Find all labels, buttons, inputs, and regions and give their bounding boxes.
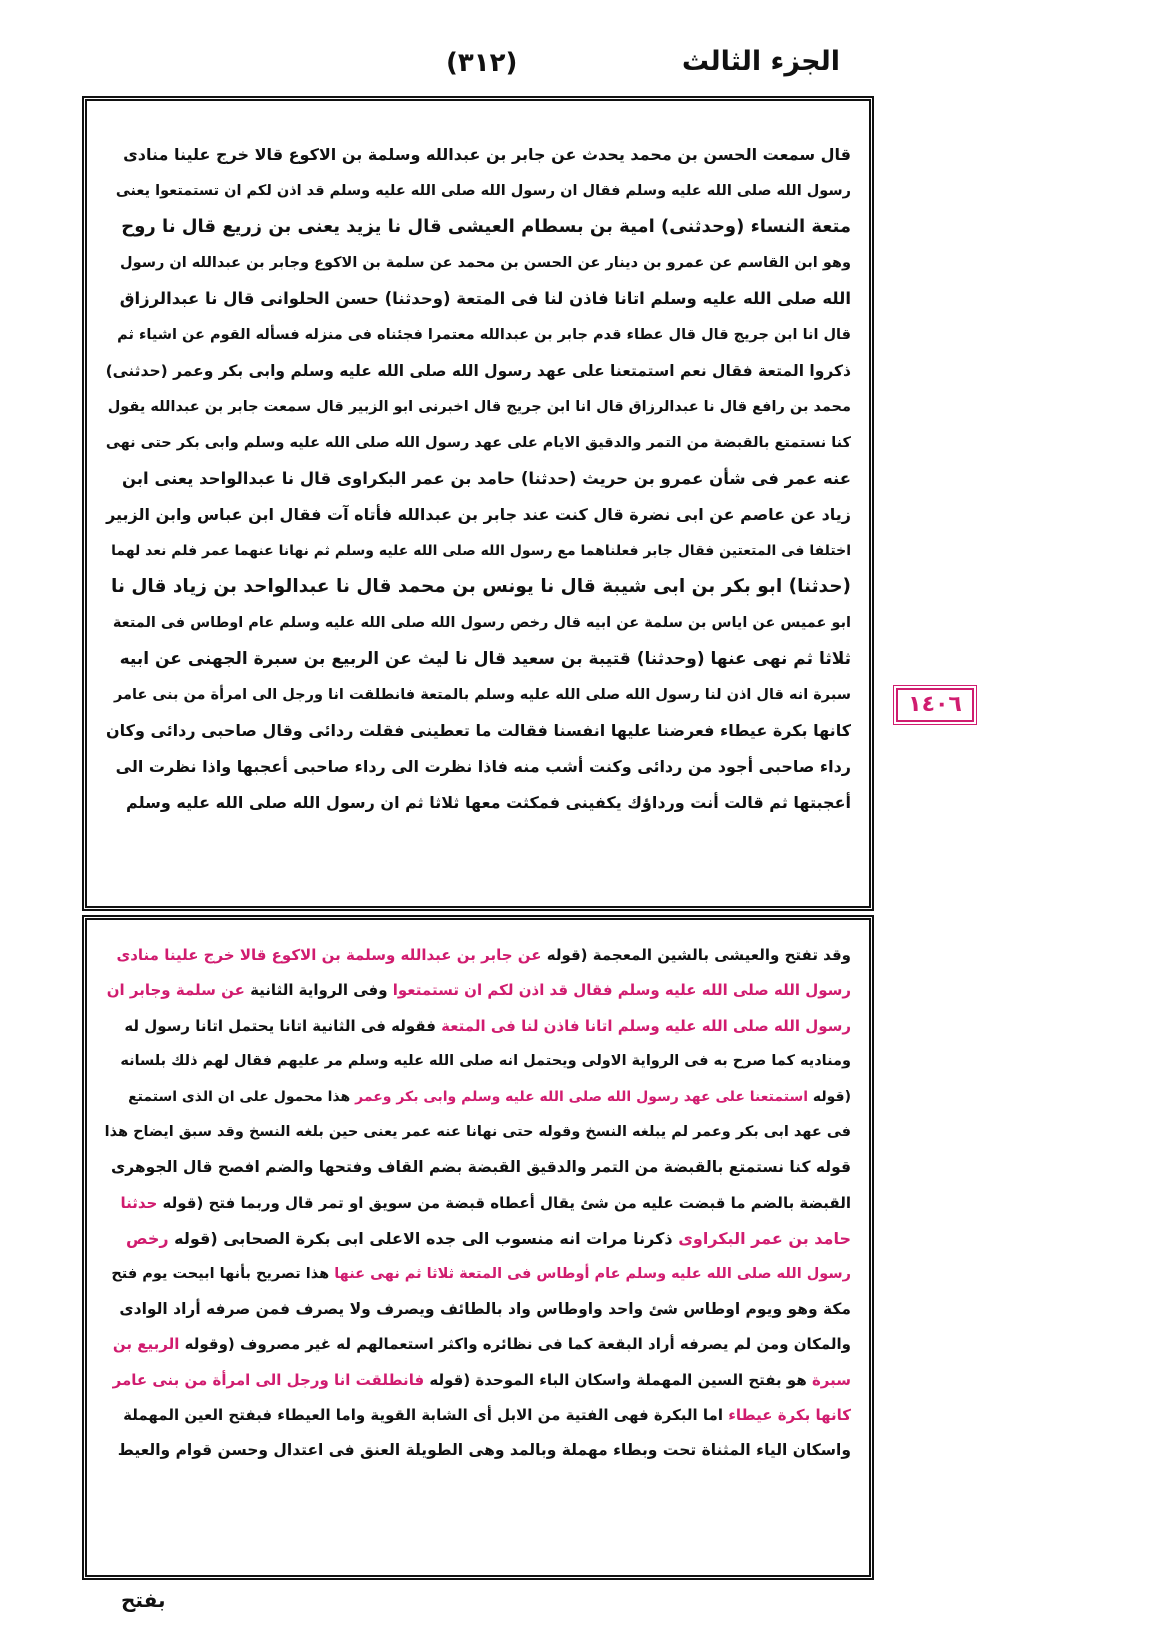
main-text-line: متعة النساء (وحدثنى) امية بن بسطام العيشى قال نا يزيد يعنى بن زريع قال نا روح [121, 216, 851, 237]
commentary-line [105, 1150, 851, 1185]
main-text-line: كانها بكرة عيطاء فعرضنا عليها انفسنا فقالت ما تعطينى فقلت ردائى وقال صاحبى ردائى وكان [105, 721, 851, 740]
quoted-hadith-text: حدثنا [120, 1193, 158, 1212]
commentary-text: اما البكرة فهى الفتية من الابل أى الشابة القوية واما العيطاء فبفتح العين المهملة [123, 1406, 729, 1425]
quoted-hadith-text: حامد بن عمر البكراوى [678, 1229, 851, 1249]
commentary-text: وفى الرواية الثانية [244, 981, 393, 1000]
commentary-text: واسكان الياء المثناة تحت وبطاء مهملة وبالمد وهى الطويلة العنق فى اعتدال وحسن قوام والعيط [117, 1441, 851, 1460]
main-text-line: ابو عميس عن اياس بن سلمة عن ابيه قال رخص رسول الله صلى الله عليه وسلم عام اوطاس فى المتعة [112, 615, 851, 631]
main-text-block [105, 137, 851, 821]
commentary-text: (قوله [808, 1088, 851, 1105]
catchword: بفتح [121, 1588, 166, 1612]
main-text-line: سبرة انه قال اذن لنا رسول الله صلى الله عليه وسلم بالمتعة فانطلقت انا ورجل الى امرأة من بنى عامر [114, 687, 851, 703]
commentary-line [105, 973, 851, 1008]
main-text-line: محمد بن رافع قال نا عبدالرزاق قال انا ابن جريج قال اخبرنى ابو الزبير قال سمعت جابر بن عبدالله يقول [107, 399, 851, 415]
commentary-line [105, 1257, 851, 1292]
quoted-hadith-text: فانطلقت انا ورجل الى امرأة من بنى عامر [112, 1370, 425, 1389]
quoted-hadith-text: الربيع بن [112, 1335, 180, 1354]
main-text-line: رسول الله صلى الله عليه وسلم فقال ان رسول الله صلى الله عليه وسلم قد اذن لكم ان تستمتعوا يعنى [115, 183, 851, 199]
commentary-text: والمكان ومن لم يصرفه أراد البقعة كما فى نظائره واكثر استعمالهم له غير مصروف (وقوله [179, 1335, 851, 1354]
main-text-line: أعجبتها ثم قالت أنت ورداؤك يكفينى فمكثت معها ثلاثا ثم ان رسول الله صلى الله عليه وسلم [126, 793, 851, 812]
commentary-line [105, 1115, 851, 1150]
main-text-line: الله صلى الله عليه وسلم اتانا فاذن لنا فى المتعة (وحدثنا) حسن الحلوانى قال نا عبدالرزاق [119, 289, 851, 308]
commentary-text: القبضة بالضم ما قبضت عليه من شئ يقال أعطاه قبضة من سويق او تمر قال وربما فتح (قوله [157, 1193, 851, 1212]
main-text-line: ذكروا المتعة فقال نعم استمتعنا على عهد رسول الله صلى الله عليه وسلم وابى بكر وعمر (حدثنى) [105, 362, 851, 380]
main-text-line: وهو ابن القاسم عن عمرو بن دينار عن الحسن بن محمد عن سلمة بن الاكوع وجابر بن عبدالله ان رسول [120, 255, 851, 271]
commentary-line [105, 1186, 851, 1221]
page-number: (٣١٢) [446, 48, 518, 78]
commentary-text: ذكرنا مرات انه منسوب الى جده الاعلى ابى بكرة الصحابى (قوله [168, 1229, 679, 1249]
quoted-hadith-text: رسول الله صلى الله عليه وسلم عام أوطاس فى المتعة ثلاثا ثم نهى عنها [334, 1265, 851, 1282]
main-text-line: ثلاثا ثم نهى عنها (وحدثنا) قتيبة بن سعيد قال نا ليث عن الربيع بن سبرة الجهنى عن ابيه [119, 649, 851, 669]
quoted-hadith-text: عن جابر بن عبدالله وسلمة بن الاكوع قالا خرج علينا منادى [116, 946, 542, 964]
quoted-hadith-text: رسول الله صلى الله عليه وسلم فقال قد اذن لكم ان تستمتعوا [392, 981, 851, 1000]
volume-title: الجزء الثالث [681, 46, 840, 77]
main-text-line: كنا نستمتع بالقبضة من التمر والدقيق الايام على عهد رسول الله صلى الله عليه وسلم وابى بكر حتى نهى [105, 435, 851, 451]
main-text-line: عنه عمر فى شأن عمرو بن حريث (حدثنا) حامد بن عمر البكراوى قال نا عبدالواحد يعنى ابن [122, 469, 851, 488]
commentary-text: قوله كنا نستمتع بالقبضة من التمر والدقيق القبضة بضم القاف وفتحها والضم افصح قال الجوهرى [111, 1158, 851, 1177]
commentary-text: هذا محمول على ان الذى استمتع [128, 1088, 356, 1105]
quoted-hadith-text: سبرة [811, 1370, 851, 1389]
commentary-line [105, 1009, 851, 1044]
main-text-line: قال انا ابن جريج قال قال عطاء قدم جابر بن عبدالله معتمرا فجئناه فى منزله فسأله القوم عن اشياء ثم [117, 327, 851, 343]
commentary-text: هذا تصريح بأنها ابيحت يوم فتح [111, 1265, 335, 1282]
commentary-text: وقد تفتح والعيشى بالشين المعجمة (قوله [541, 946, 851, 964]
commentary-line [105, 1080, 851, 1115]
main-text-line: زياد عن عاصم عن ابى نضرة قال كنت عند جابر بن عبدالله فأتاه آت فقال ابن عباس وابن الزبير [106, 505, 851, 524]
main-text-line: (حدثنا) ابو بكر بن ابى شيبة قال نا يونس بن محمد قال نا عبدالواحد بن زياد قال نا [111, 576, 851, 597]
quoted-hadith-text: رسول الله صلى الله عليه وسلم اتانا فاذن لنا فى المتعة [441, 1016, 851, 1035]
main-text-line: اختلفا فى المتعتين فقال جابر فعلناهما مع رسول الله صلى الله عليه وسلم ثم نهانا عنهما عمر فلم نعد لهما [111, 543, 851, 559]
commentary-line [105, 1398, 851, 1433]
main-text-line: قال سمعت الحسن بن محمد يحدث عن جابر بن عبدالله وسلمة بن الاكوع قالا خرج علينا منادى [123, 145, 851, 164]
commentary-frame [82, 915, 874, 1580]
commentary-line [105, 1044, 851, 1079]
commentary-text: فى عهد ابى بكر وعمر لم يبلغه النسخ وقوله حتى نهانا عنه عمر يعنى حين بلغه النسخ وقد سبق ايضاح هذا [105, 1123, 851, 1140]
commentary-line [105, 938, 851, 973]
commentary-text: فقوله فى الثانية اتانا يحتمل اتانا رسول له [124, 1016, 442, 1035]
quoted-hadith-text: استمتعنا على عهد رسول الله صلى الله عليه وسلم وابى بكر وعمر [355, 1088, 809, 1105]
commentary-text: هو بفتح السين المهملة واسكان الباء الموحدة (قوله [424, 1370, 812, 1389]
main-text-frame [82, 96, 874, 911]
quoted-hadith-text: رخص [125, 1229, 169, 1249]
commentary-line [105, 1363, 851, 1398]
quoted-hadith-text: عن سلمة وجابر ان [106, 981, 245, 1000]
hadith-number-badge: ١٤٠٦ [896, 688, 974, 722]
commentary-text: مكة وهو ويوم اوطاس شئ واحد واوطاس واد بالطائف ويصرف ولا يصرف فمن صرفه أراد الوادى [119, 1299, 851, 1318]
commentary-text-block [105, 938, 851, 1469]
commentary-line [105, 1433, 851, 1468]
main-text-line: رداء صاحبى أجود من ردائى وكنت أشب منه فاذا نظرت الى رداء صاحبى أعجبها واذا نظرت الى [115, 757, 851, 776]
commentary-text: ومناديه كما صرح به فى الرواية الاولى ويحتمل انه صلى الله عليه وسلم مر عليهم فقال لهم ذلك بلسانه [120, 1053, 851, 1070]
commentary-line [105, 1221, 851, 1256]
quoted-hadith-text: كانها بكرة عيطاء [728, 1406, 851, 1425]
commentary-line [105, 1327, 851, 1362]
commentary-line [105, 1292, 851, 1327]
